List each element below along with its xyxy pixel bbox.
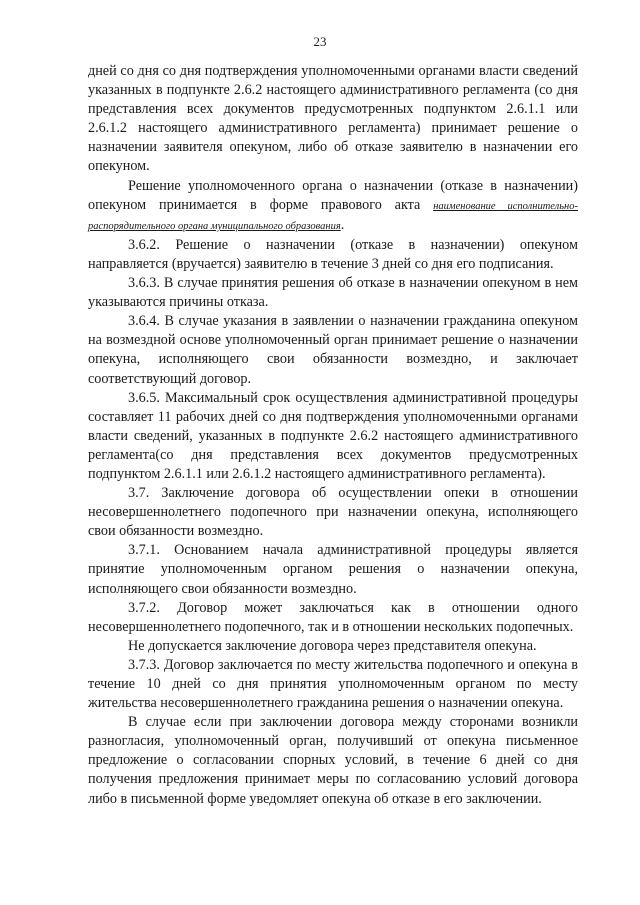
page-number: 23 [313, 34, 327, 49]
paragraph-3-6-5: 3.6.5. Максимальный срок осуществления административной процедуры составляет 11 рабочих дней со дня подтверждения уполномоченными органами власти сведений, указанных в подпункте 2.6.2 настоящего административного регламента(со дня представления всех документов предусмотренных подпунктом 2.6.1.1 или 2.6.1.2 настоящего административного регламента). [88, 389, 578, 482]
paragraph-decision-form-end: . [340, 216, 345, 233]
paragraph-representative: Не допускается заключение договора через представителя опекуна. [128, 637, 537, 654]
paragraph-decision-form-italic: наименование исполнительно-распорядительного органа муниципального образования [88, 200, 578, 232]
paragraph-3-6-3: 3.6.3. В случае принятия решения об отказе в назначении опекуном в нем указываются причины отказа. [88, 275, 578, 311]
paragraph-decision-form-main: Решение уполномоченного органа о назначении (отказе в назначении) опекуном принимается в форме правового акта [88, 177, 578, 213]
paragraph-3-7-2: 3.7.2. Договор может заключаться как в отношении одного несовершеннолетнего подопечного, так и в отношении нескольких подопечных. [88, 599, 578, 635]
document-body [88, 62, 578, 809]
paragraph-3-6-4: 3.6.4. В случае указания в заявлении о назначении гражданина опекуном на возмездной основе уполномоченный орган принимает решение о назначении опекуна, исполняющего свои обязанности возмездно, и заключает соответствующий договор. [88, 313, 578, 387]
paragraph-3-7-3: 3.7.3. Договор заключается по месту жительства подопечного и опекуна в течение 10 дней со дня принятия уполномоченным органом по месту жительства несовершеннолетнего гражданина решения о назначении опекуна. [88, 656, 578, 712]
paragraph-continuation: дней со дня со дня подтверждения уполномоченными органами власти сведений указанных в подпункте 2.6.2 настоящего административного регламента (со дня представления всех документов предусмотренных подпунктом 2.6.1.1 или 2.6.1.2 настоящего административного регламента) принимает решение о назначении заявителя опекуном, либо об отказе заявителю в назначении его опекуном. [88, 63, 578, 175]
paragraph-disagreements: В случае если при заключении договора между сторонами возникли разногласия, уполномоченный орган, получивший от опекуна письменное предложение о согласовании спорных условий, в течение 6 дней со дня получения предложения принимает меры по согласованию условий договора либо в письменной форме уведомляет опекуна об отказе в его заключении. [88, 714, 578, 807]
paragraph-3-6-2: 3.6.2. Решение о назначении (отказе в назначении) опекуном направляется (вручается) заявителю в течение 3 дней со дня его подписания. [88, 236, 578, 272]
paragraph-3-7: 3.7. Заключение договора об осуществлении опеки в отношении несовершеннолетнего подопечного при назначении опекуна, исполняющего свои обязанности возмездно. [88, 485, 578, 540]
paragraph-3-7-1: 3.7.1. Основанием начала административной процедуры является принятие уполномоченным органом решения о назначении опекуна, исполняющего свои обязанности возмездно. [88, 542, 578, 597]
paragraph-decision-form [88, 177, 578, 236]
